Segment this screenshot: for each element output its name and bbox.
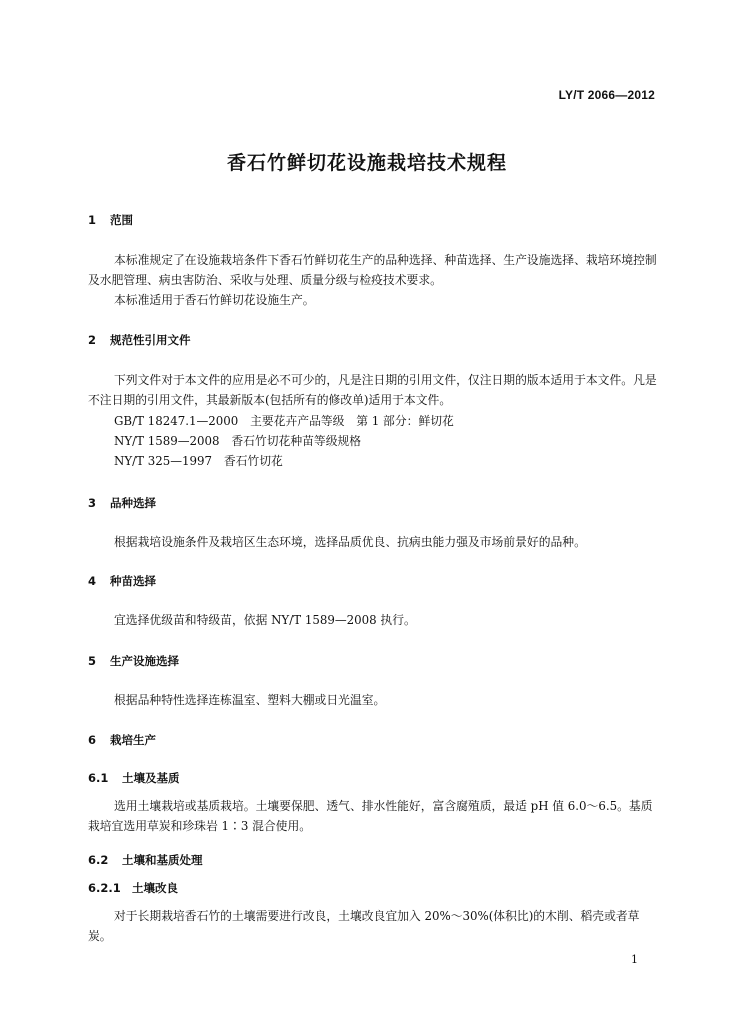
section-title: 范围 — [110, 213, 133, 227]
section-5-paragraph-1: 根据品种特性选择连栋温室、塑料大棚或日光温室。 — [114, 693, 386, 707]
section-number: 6.2.1 — [88, 881, 121, 895]
section-title: 土壤和基质处理 — [122, 853, 203, 867]
section-5-heading — [88, 653, 179, 669]
section-title: 品种选择 — [110, 496, 156, 510]
section-1-heading — [88, 212, 133, 228]
section-number: 1 — [88, 213, 97, 227]
section-number: 6.1 — [88, 771, 109, 785]
section-1-paragraph-1: 本标准规定了在设施栽培条件下香石竹鲜切花生产的品种选择、种苗选择、生产设施选择、栽培环境控制及水肥管理、病虫害防治、采收与处理、质量分级与检疫技术要求。 — [88, 253, 657, 287]
reference-item: NY/T 325—1997 香石竹切花 — [114, 454, 283, 468]
section-number: 3 — [88, 496, 97, 510]
reference-item: GB/T 18247.1—2000 主要花卉产品等级 第 1 部分：鲜切花 — [114, 414, 454, 428]
section-title: 生产设施选择 — [110, 654, 179, 668]
section-1-paragraph-2: 本标准适用于香石竹鲜切花设施生产。 — [114, 293, 315, 307]
section-3-paragraph-1: 根据栽培设施条件及栽培区生态环境，选择品质优良、抗病虫能力强及市场前景好的品种。 — [114, 535, 586, 549]
section-6-1-paragraph-1: 选用土壤栽培或基质栽培。土壤要保肥、透气、排水性能好，富含腐殖质，最适 pH 值 6.0～6.5。基质栽培宜选用草炭和珍珠岩 1∶3 混合使用。 — [88, 799, 653, 833]
section-6-1-heading — [88, 770, 180, 786]
section-number: 5 — [88, 654, 97, 668]
section-6-2-1-paragraph-1: 对于长期栽培香石竹的土壤需要进行改良，土壤改良宜加入 20%～30%(体积比)的木削、稻壳或者草炭。 — [88, 909, 640, 943]
reference-item: NY/T 1589—2008 香石竹切花种苗等级规格 — [114, 434, 362, 448]
document-title: 香石竹鲜切花设施栽培技术规程 — [226, 152, 507, 174]
section-title: 土壤改良 — [132, 881, 178, 895]
section-number: 6.2 — [88, 853, 109, 867]
section-6-2-heading — [88, 852, 203, 868]
section-title: 种苗选择 — [110, 574, 156, 588]
section-number: 4 — [88, 574, 97, 588]
section-number: 6 — [88, 733, 97, 747]
standard-number: LY/T 2066—2012 — [558, 88, 655, 102]
section-2-heading — [88, 332, 191, 348]
section-6-heading — [88, 732, 156, 748]
section-title: 栽培生产 — [110, 733, 156, 747]
section-number: 2 — [88, 333, 97, 347]
section-title: 土壤及基质 — [122, 771, 180, 785]
section-6-2-1-heading — [88, 880, 178, 896]
section-3-heading — [88, 495, 156, 511]
section-2-paragraph-1: 下列文件对于本文件的应用是必不可少的，凡是注日期的引用文件，仅注日期的版本适用于本文件。凡是不注日期的引用文件，其最新版本(包括所有的修改单)适用于本文件。 — [88, 373, 657, 407]
section-title: 规范性引用文件 — [110, 333, 191, 347]
section-4-paragraph-1: 宜选择优级苗和特级苗，依据 NY/T 1589—2008 执行。 — [114, 613, 416, 627]
page-number: 1 — [631, 953, 638, 966]
section-4-heading — [88, 573, 156, 589]
